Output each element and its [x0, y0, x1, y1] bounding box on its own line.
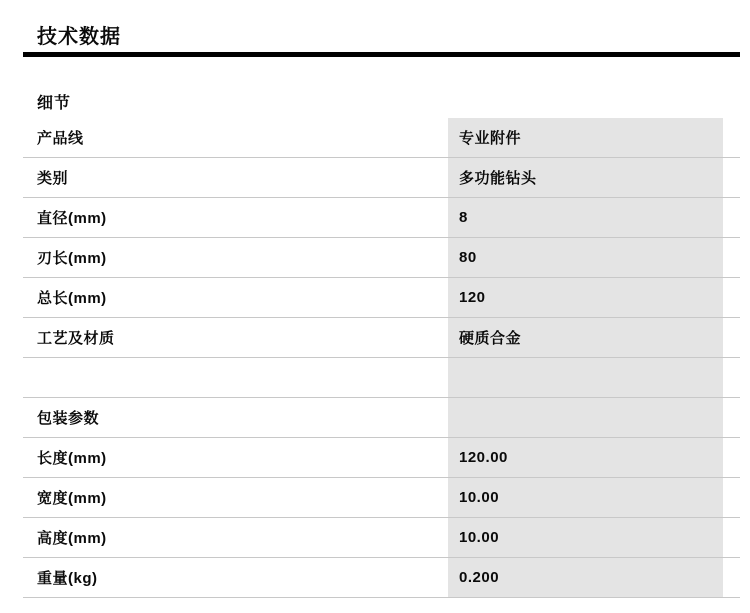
spec-row-diameter: [23, 198, 740, 238]
section-label-details: 细节: [37, 95, 72, 112]
row-spacer: [723, 398, 740, 437]
spec-label: [23, 358, 448, 397]
content-area: [23, 0, 740, 598]
row-spacer: [723, 238, 740, 277]
spec-label: 高度(mm): [37, 530, 107, 547]
spec-value: [448, 398, 723, 437]
spec-row-product-line: [23, 118, 740, 158]
spec-value: 8: [448, 198, 723, 237]
spec-row-package-length: [23, 438, 740, 478]
spec-row-package-height: [23, 518, 740, 558]
spec-value: 硬质合金: [448, 318, 723, 357]
spec-label: 刃长(mm): [37, 250, 107, 267]
row-spacer: [723, 198, 740, 237]
spec-row-package-weight: [23, 558, 740, 598]
row-spacer: [723, 118, 740, 157]
spec-row-material: [23, 318, 740, 358]
spec-label: 产品线: [37, 130, 84, 147]
spec-row-packaging-header: [23, 398, 740, 438]
spec-value: 120.00: [448, 438, 723, 477]
row-spacer: [723, 518, 740, 557]
spec-row-empty: [23, 358, 740, 398]
spec-label: 包装参数: [37, 410, 100, 427]
spec-value: [448, 358, 723, 397]
spec-value: 多功能钻头: [448, 158, 723, 197]
spec-label: 工艺及材质: [37, 330, 115, 347]
spec-label: 直径(mm): [37, 210, 107, 227]
row-spacer: [723, 558, 740, 597]
spec-value: 0.200: [448, 558, 723, 597]
spec-label: 类别: [37, 170, 69, 187]
spec-row-blade-length: [23, 238, 740, 278]
spec-row-package-width: [23, 478, 740, 518]
spec-label: 总长(mm): [37, 290, 107, 307]
row-spacer: [723, 158, 740, 197]
spec-value: 10.00: [448, 478, 723, 517]
page-title: 技术数据: [23, 0, 740, 57]
spec-label: 宽度(mm): [37, 490, 107, 507]
row-spacer: [723, 358, 740, 397]
spec-value: 120: [448, 278, 723, 317]
spec-table: [23, 118, 740, 598]
row-spacer: [723, 478, 740, 517]
row-spacer: [723, 318, 740, 357]
spec-row-category: [23, 158, 740, 198]
spec-label: 重量(kg): [37, 570, 98, 587]
row-spacer: [723, 438, 740, 477]
spec-value: 80: [448, 238, 723, 277]
spec-value: 10.00: [448, 518, 723, 557]
row-spacer: [723, 278, 740, 317]
spec-label: 长度(mm): [37, 450, 107, 467]
spec-value: 专业附件: [448, 118, 723, 157]
spec-row-total-length: [23, 278, 740, 318]
